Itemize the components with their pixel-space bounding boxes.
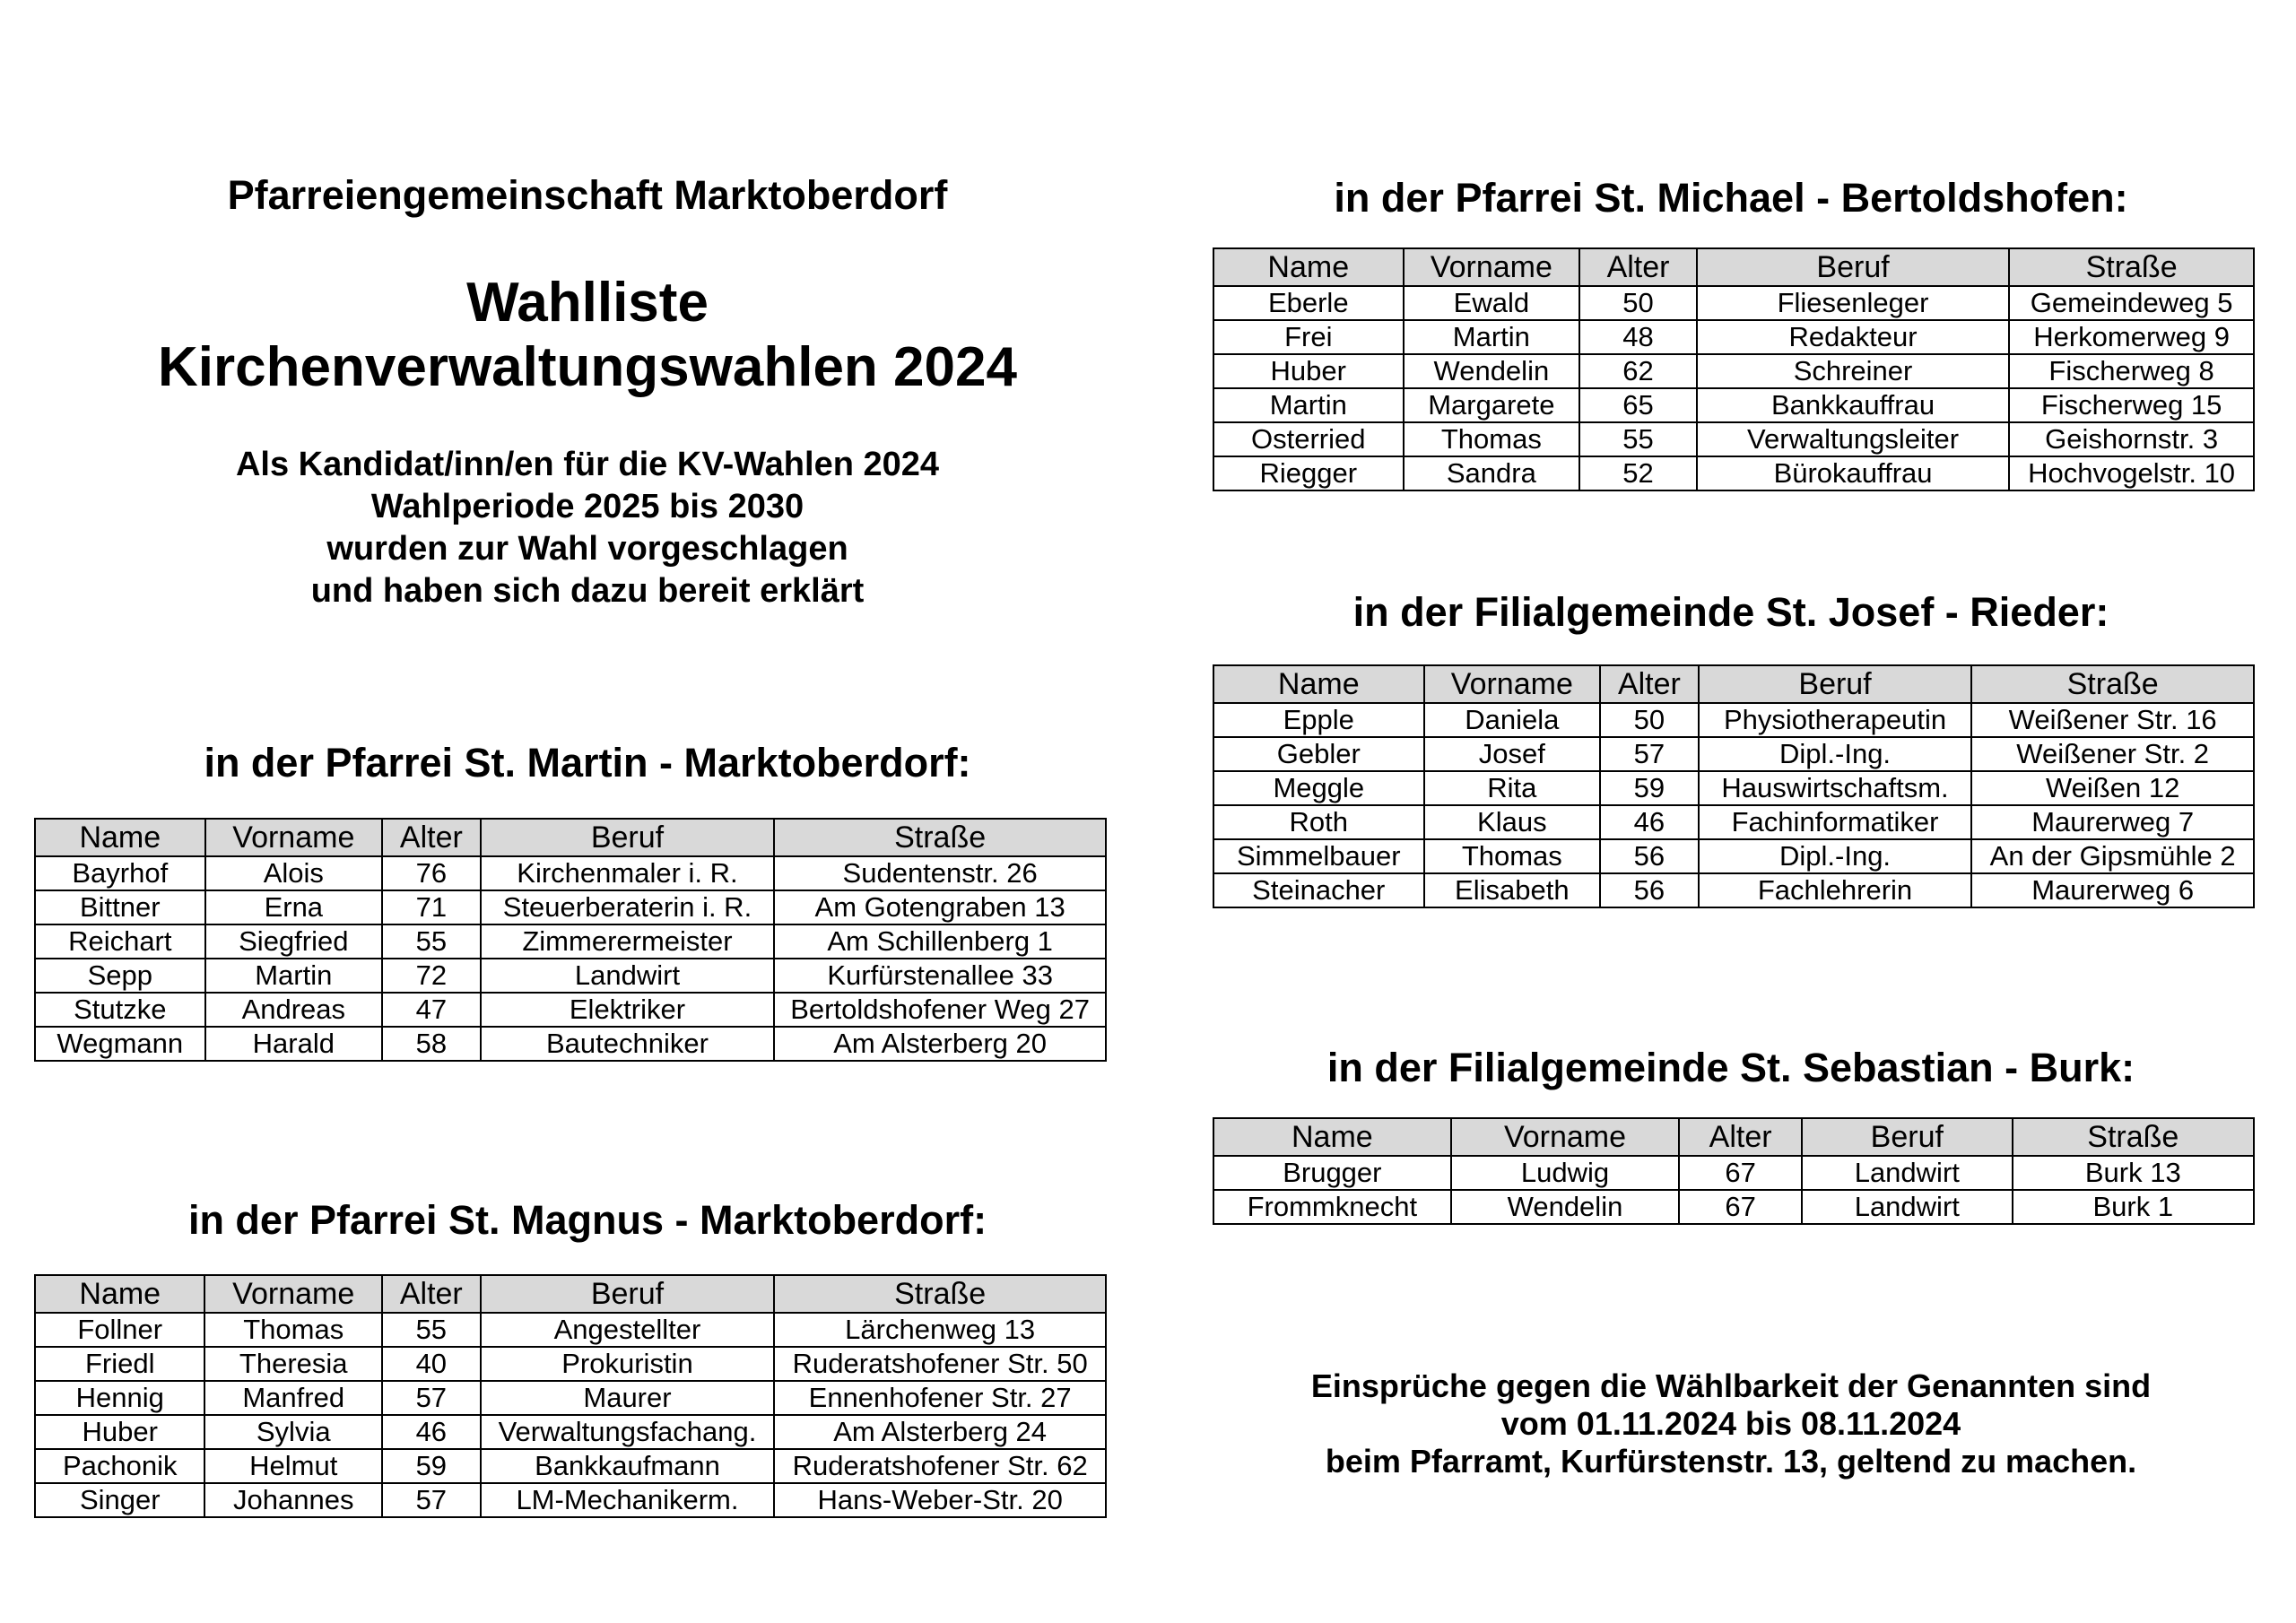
note-line: beim Pfarramt, Kurfürstenstr. 13, geltend zu machen. [1325,1443,2137,1480]
table-row [1213,286,2254,320]
column-header: Beruf [1697,248,2009,286]
column-header: Vorname [1451,1118,1680,1156]
table-cell: 48 [1579,320,1697,354]
table-cell: Gebler [1213,737,1424,771]
table-cell: Sudentenstr. 26 [774,856,1106,890]
table-cell: Schreiner [1697,354,2009,388]
column-header: Straße [774,1275,1106,1313]
table-cell: Bayrhof [35,856,205,890]
table-cell: Burk 1 [2013,1190,2254,1224]
table-cell: Hans-Weber-Str. 20 [774,1483,1106,1517]
table-header-row [1213,665,2254,703]
table-row [1213,388,2254,422]
table-cell: Ewald [1404,286,1580,320]
table-row [35,924,1106,959]
table-cell: Osterried [1213,422,1404,456]
table-cell: Am Gotengraben 13 [774,890,1106,924]
table-cell: Wendelin [1404,354,1580,388]
table-cell: Ruderatshofener Str. 62 [774,1449,1106,1483]
intro-text [36,444,1139,612]
title-line: Kirchenverwaltungswahlen 2024 [158,336,1017,398]
table-cell: LM-Mechanikerm. [481,1483,775,1517]
table-cell: Am Alsterberg 24 [774,1415,1106,1449]
table-cell: 50 [1600,703,1699,737]
table-cell: 56 [1600,873,1699,907]
title-line: Wahlliste [466,272,709,334]
table-cell: Frei [1213,320,1404,354]
table-cell: Hochvogelstr. 10 [2009,456,2254,490]
section-heading-michael: in der Pfarrei St. Michael - Bertoldshofen: [1334,175,2128,221]
table-cell: Kurfürstenallee 33 [774,959,1106,993]
column-header: Vorname [205,819,382,856]
table-cell: Steinacher [1213,873,1424,907]
table-cell: Klaus [1424,805,1601,839]
table-cell: Huber [35,1415,204,1449]
table-cell: Meggle [1213,771,1424,805]
table-cell: Reichart [35,924,205,959]
note-line: Einsprüche gegen die Wählbarkeit der Genannten sind [1310,1367,2152,1404]
table-cell: Johannes [204,1483,381,1517]
table-row [35,1483,1106,1517]
objection-note [1211,1367,2251,1480]
table-cell: Singer [35,1483,204,1517]
table-cell: Sandra [1404,456,1580,490]
table-cell: Am Schillenberg 1 [774,924,1106,959]
column-header: Name [35,819,205,856]
table-cell: Pachonik [35,1449,204,1483]
table-cell: Friedl [35,1347,204,1381]
table-cell: Riegger [1213,456,1404,490]
table-row [35,890,1106,924]
table-cell: 58 [382,1027,481,1061]
table-row [35,1313,1106,1347]
column-header: Beruf [481,819,775,856]
section-heading-sebastian: in der Filialgemeinde St. Sebastian - Burk: [1326,1045,2135,1090]
table-cell: Siegfried [205,924,382,959]
table-cell: Margarete [1404,388,1580,422]
column-header: Vorname [1404,248,1580,286]
table-cell: 71 [382,890,481,924]
table-row [1213,422,2254,456]
table-cell: Andreas [205,993,382,1027]
table-cell: Am Alsterberg 20 [774,1027,1106,1061]
table-row [35,1027,1106,1061]
table-row [35,1449,1106,1483]
table-cell: 57 [382,1483,481,1517]
table-cell: Huber [1213,354,1404,388]
column-header: Alter [1600,665,1699,703]
table-cell: Sepp [35,959,205,993]
table-cell: Lärchenweg 13 [774,1313,1106,1347]
section-heading-josef: in der Filialgemeinde St. Josef - Rieder: [1352,589,2109,635]
table-cell: Maurer [481,1381,775,1415]
table-cell: Fachlehrerin [1699,873,1972,907]
table-cell: Landwirt [1802,1156,2013,1190]
table-cell: Maurerweg 6 [1971,873,2254,907]
table-cell: Steuerberaterin i. R. [481,890,775,924]
table-cell: 50 [1579,286,1697,320]
table-cell: Manfred [204,1381,381,1415]
table-row [35,993,1106,1027]
candidate-table-josef [1213,664,2255,908]
table-cell: Hennig [35,1381,204,1415]
table-cell: Martin [1213,388,1404,422]
table-cell: Stutzke [35,993,205,1027]
table-cell: Frommknecht [1213,1190,1451,1224]
candidate-table-sebastian [1213,1117,2255,1225]
table-cell: 55 [382,1313,481,1347]
candidate-table-martin [34,818,1107,1062]
table-cell: Sylvia [204,1415,381,1449]
table-cell: Thomas [1404,422,1580,456]
table-cell: Alois [205,856,382,890]
table-cell: Ludwig [1451,1156,1680,1190]
table-cell: Fliesenleger [1697,286,2009,320]
table-cell: Ennenhofener Str. 27 [774,1381,1106,1415]
intro-line: Als Kandidat/inn/en für die KV-Wahlen 2024 [235,446,940,483]
column-header: Vorname [1424,665,1601,703]
table-cell: 59 [1600,771,1699,805]
table-row [1213,354,2254,388]
table-header-row [35,819,1106,856]
table-cell: Brugger [1213,1156,1451,1190]
table-cell: Helmut [204,1449,381,1483]
table-row [35,959,1106,993]
table-cell: 62 [1579,354,1697,388]
table-cell: 67 [1679,1156,1802,1190]
table-cell: Bittner [35,890,205,924]
table-cell: 46 [1600,805,1699,839]
table-cell: 46 [382,1415,481,1449]
table-cell: Redakteur [1697,320,2009,354]
table-cell: Bankkauffrau [1697,388,2009,422]
table-cell: Daniela [1424,703,1601,737]
table-cell: Physiotherapeutin [1699,703,1972,737]
table-cell: Ruderatshofener Str. 50 [774,1347,1106,1381]
table-header-row [1213,248,2254,286]
table-cell: An der Gipsmühle 2 [1971,839,2254,873]
table-cell: 47 [382,993,481,1027]
column-header: Name [35,1275,204,1313]
organization-name: Pfarreiengemeinschaft Marktoberdorf [227,172,948,218]
table-row [1213,1190,2254,1224]
table-cell: Dipl.-Ing. [1699,839,1972,873]
intro-line: Wahlperiode 2025 bis 2030 [370,488,804,525]
table-cell: Fischerweg 15 [2009,388,2254,422]
table-cell: Hauswirtschaftsm. [1699,771,1972,805]
table-cell: Martin [205,959,382,993]
table-cell: Dipl.-Ing. [1699,737,1972,771]
table-row [1213,839,2254,873]
note-line: vom 01.11.2024 bis 08.11.2024 [1500,1405,1961,1442]
column-header: Alter [1579,248,1697,286]
document-title [36,271,1139,400]
table-row [1213,873,2254,907]
column-header: Beruf [481,1275,775,1313]
table-cell: Maurerweg 7 [1971,805,2254,839]
table-cell: 59 [382,1449,481,1483]
table-cell: 67 [1679,1190,1802,1224]
table-row [35,856,1106,890]
table-row [1213,320,2254,354]
table-cell: 76 [382,856,481,890]
table-cell: 40 [382,1347,481,1381]
table-row [1213,771,2254,805]
column-header: Straße [2013,1118,2254,1156]
table-header-row [35,1275,1106,1313]
table-cell: Elisabeth [1424,873,1601,907]
column-header: Vorname [204,1275,381,1313]
table-cell: Bürokauffrau [1697,456,2009,490]
table-row [1213,737,2254,771]
table-cell: Roth [1213,805,1424,839]
table-cell: Weißener Str. 2 [1971,737,2254,771]
table-cell: Erna [205,890,382,924]
table-cell: Prokuristin [481,1347,775,1381]
table-cell: Simmelbauer [1213,839,1424,873]
table-cell: Wegmann [35,1027,205,1061]
column-header: Straße [774,819,1106,856]
table-cell: Thomas [1424,839,1601,873]
table-cell: Wendelin [1451,1190,1680,1224]
column-header: Alter [382,819,481,856]
table-cell: Burk 13 [2013,1156,2254,1190]
table-cell: 57 [1600,737,1699,771]
column-header: Alter [1679,1118,1802,1156]
table-cell: Follner [35,1313,204,1347]
candidate-table-magnus [34,1274,1107,1518]
table-cell: Gemeindeweg 5 [2009,286,2254,320]
table-row [1213,703,2254,737]
table-header-row [1213,1118,2254,1156]
table-cell: Geishornstr. 3 [2009,422,2254,456]
table-cell: 72 [382,959,481,993]
table-row [35,1347,1106,1381]
table-cell: Bankkaufmann [481,1449,775,1483]
section-heading-martin: in der Pfarrei St. Martin - Marktoberdorf: [204,740,971,785]
table-row [1213,456,2254,490]
table-row [35,1415,1106,1449]
column-header: Straße [2009,248,2254,286]
table-cell: 52 [1579,456,1697,490]
column-header: Name [1213,1118,1451,1156]
table-cell: Fachinformatiker [1699,805,1972,839]
column-header: Name [1213,665,1424,703]
table-cell: Kirchenmaler i. R. [481,856,775,890]
table-cell: Eberle [1213,286,1404,320]
intro-line: und haben sich dazu bereit erklärt [310,572,865,610]
column-header: Alter [382,1275,481,1313]
table-cell: Epple [1213,703,1424,737]
table-cell: Angestellter [481,1313,775,1347]
table-cell: Thomas [204,1313,381,1347]
table-cell: 57 [382,1381,481,1415]
table-cell: Elektriker [481,993,775,1027]
table-cell: Theresia [204,1347,381,1381]
table-row [1213,1156,2254,1190]
table-cell: Harald [205,1027,382,1061]
table-cell: Verwaltungsleiter [1697,422,2009,456]
table-cell: Weißen 12 [1971,771,2254,805]
table-cell: Landwirt [481,959,775,993]
table-cell: Bertoldshofener Weg 27 [774,993,1106,1027]
column-header: Name [1213,248,1404,286]
column-header: Straße [1971,665,2254,703]
table-cell: Verwaltungsfachang. [481,1415,775,1449]
table-cell: 65 [1579,388,1697,422]
table-cell: Josef [1424,737,1601,771]
table-cell: Herkomerweg 9 [2009,320,2254,354]
table-cell: Martin [1404,320,1580,354]
table-row [1213,805,2254,839]
table-cell: Weißener Str. 16 [1971,703,2254,737]
column-header: Beruf [1802,1118,2013,1156]
intro-line: wurden zur Wahl vorgeschlagen [326,530,848,568]
table-cell: 55 [382,924,481,959]
table-cell: 55 [1579,422,1697,456]
table-cell: Landwirt [1802,1190,2013,1224]
section-heading-magnus: in der Pfarrei St. Magnus - Marktoberdorf: [187,1197,987,1243]
table-cell: Rita [1424,771,1601,805]
table-cell: Bautechniker [481,1027,775,1061]
table-cell: Zimmerermeister [481,924,775,959]
candidate-table-michael [1213,247,2255,491]
column-header: Beruf [1699,665,1972,703]
table-cell: 56 [1600,839,1699,873]
table-cell: Fischerweg 8 [2009,354,2254,388]
table-row [35,1381,1106,1415]
